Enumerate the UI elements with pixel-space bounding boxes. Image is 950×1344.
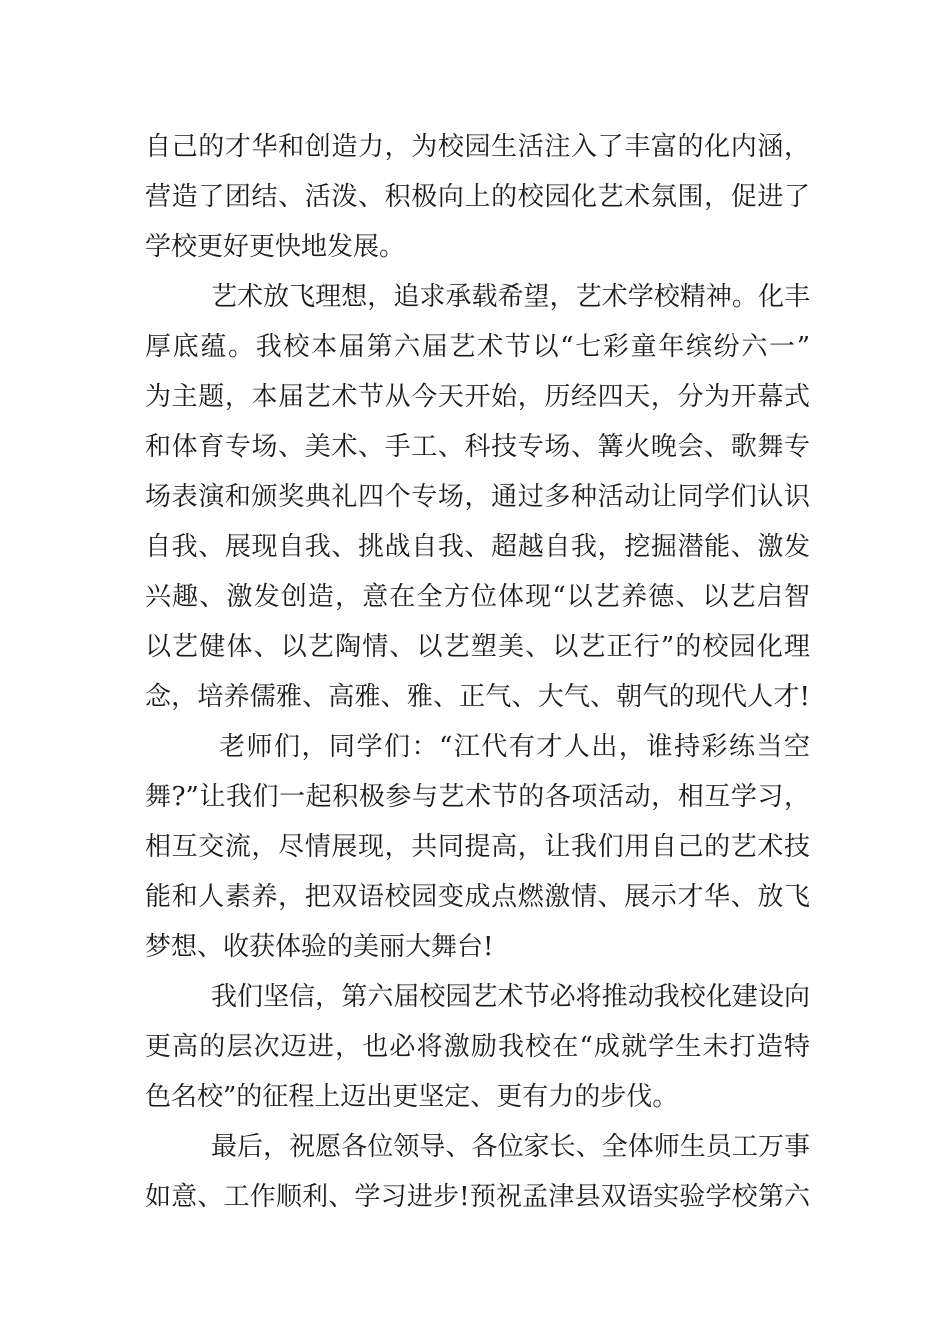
paragraph-line: 相互交流，尽情展现，共同提高，让我们用自己的艺术技 [145,832,810,862]
paragraph-line: 厚底蕴。我校本届第六届艺术节以“七彩童年缤纷六一” [145,332,810,362]
paragraph-line: 自我、展现自我、挑战自我、超越自我，挖掘潜能、激发 [145,532,810,562]
paragraph-line: 学校更好更快地发展。 [145,232,406,262]
paragraph-line: 色名校”的征程上迈出更坚定、更有力的步伐。 [145,1082,679,1112]
paragraph-line: 最后，祝愿各位领导、各位家长、全体师生员工万事 [211,1132,810,1162]
paragraph-line: 自己的才华和创造力，为校园生活注入了丰富的化内涵， [145,132,810,162]
paragraph-line: 我们坚信，第六届校园艺术节必将推动我校化建设向 [211,982,810,1012]
paragraph-line: 能和人素养，把双语校园变成点燃激情、展示才华、放飞 [145,882,810,912]
paragraph-line: 如意、工作顺利、学习进步!预祝孟津县双语实验学校第六 [145,1182,810,1212]
document-body [145,122,810,1222]
paragraph-line: 营造了团结、活泼、积极向上的校园化艺术氛围，促进了 [145,182,810,212]
paragraph-line: 和体育专场、美术、手工、科技专场、篝火晚会、歌舞专 [145,432,810,462]
paragraph-line: 兴趣、激发创造，意在全方位体现“以艺养德、以艺启智 [145,582,810,612]
paragraph-line: 更高的层次迈进，也必将激励我校在“成就学生未打造特 [145,1032,810,1062]
paragraph-line: 场表演和颁奖典礼四个专场，通过多种活动让同学们认识 [145,482,810,512]
paragraph-line: 以艺健体、以艺陶情、以艺塑美、以艺正行”的校园化理 [145,632,810,662]
paragraph-line: 梦想、收获体验的美丽大舞台! [145,932,494,962]
paragraph-line: 舞?”让我们一起积极参与艺术节的各项活动，相互学习， [145,782,810,812]
paragraph-line: 念，培养儒雅、高雅、雅、正气、大气、朝气的现代人才! [145,682,810,712]
paragraph-line: 为主题，本届艺术节从今天开始，历经四天，分为开幕式 [145,382,810,412]
paragraph-line: 艺术放飞理想，追求承载希望，艺术学校精神。化丰 [211,282,810,312]
paragraph-line: 老师们，同学们：“江代有才人出，谁持彩练当空 [219,732,810,762]
